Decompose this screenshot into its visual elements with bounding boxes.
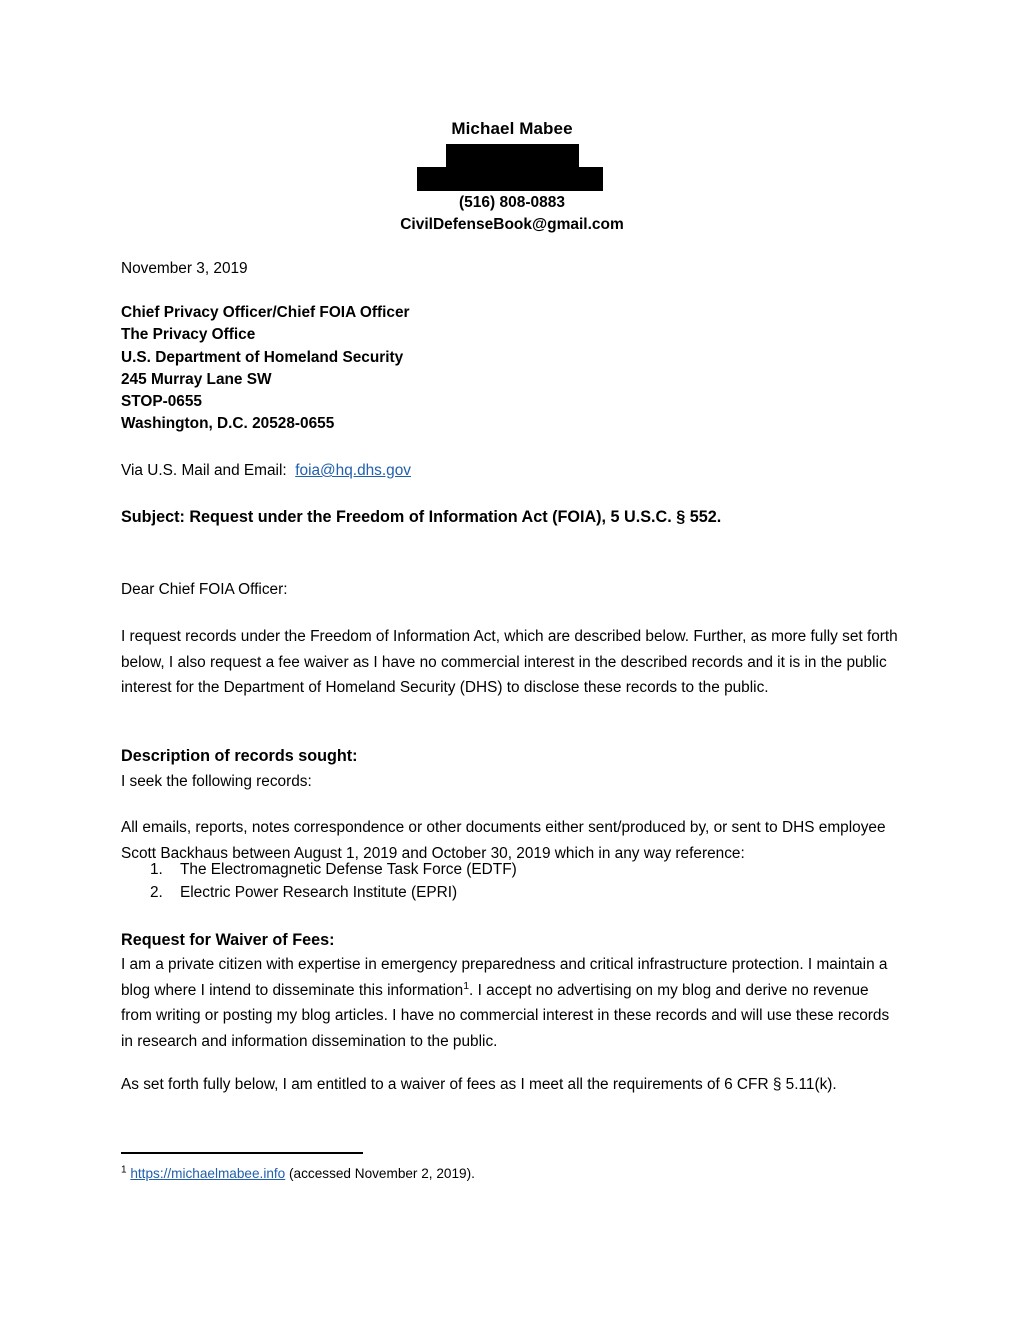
footnote-reference-marker: 1	[463, 979, 470, 992]
list-item-label: The Electromagnetic Defense Task Force (EDTF)	[180, 861, 517, 878]
delivery-method-label: Via U.S. Mail and Email:	[121, 462, 287, 479]
description-heading: Description of records sought:	[121, 747, 358, 765]
records-scope-paragraph: All emails, reports, notes correspondence or other documents either sent/produced by, or sent to DHS employee Scott Backhaus between August 1, 2019 and October 30, 2019 which in any way reference:	[121, 819, 886, 862]
list-item-number: 1.	[150, 861, 163, 878]
recipient-line-6: Washington, D.C. 20528-0655	[121, 415, 335, 433]
recipient-line-2: The Privacy Office	[121, 326, 256, 344]
redaction-bar-lower	[417, 167, 603, 191]
recipient-line-5: STOP-0655	[121, 393, 202, 411]
recipient-address	[121, 302, 903, 436]
recipient-line-1: Chief Privacy Officer/Chief FOIA Officer	[121, 304, 410, 321]
list-item	[121, 858, 903, 881]
redaction-bar-upper	[446, 144, 579, 167]
subject-line: Subject: Request under the Freedom of Information Act (FOIA), 5 U.S.C. § 552.	[121, 508, 722, 526]
delivery-method-line	[121, 458, 903, 484]
records-numbered-list	[121, 858, 903, 904]
list-item	[121, 881, 903, 904]
recipient-line-4: 245 Murray Lane SW	[121, 370, 272, 388]
sender-name: Michael Mabee	[451, 119, 573, 138]
letterhead	[121, 118, 903, 236]
intro-paragraph: I request records under the Freedom of Information Act, which are described below. Further, as more fully set forth below, I also request a fee waiver as I have no commercial interest in the described records and it is in the public interest for the Department of Homeland Security (DHS) to disclose these records to the public.	[121, 628, 898, 696]
fees-paragraph-part-2: . I accept no advertising on my blog and derive no revenue from writing or posting my blog articles. I have no commercial interest in these records and will use these records in research and information dissemination to the public.	[121, 981, 890, 1050]
sender-email: CivilDefenseBook@gmail.com	[400, 216, 624, 233]
footnote-access-note: (accessed November 2, 2019).	[285, 1166, 475, 1181]
footnote-url-link[interactable]: https://michaelmabee.info	[130, 1166, 286, 1181]
fees-paragraph-part-1: I am a private citizen with expertise in emergency preparedness and critical infrastructure protection. I maintain a blog where I intend to disseminate this information	[121, 956, 888, 999]
footnote	[121, 1164, 903, 1184]
redacted-address-block	[121, 144, 903, 192]
fees-paragraph	[121, 952, 903, 1054]
fees-heading: Request for Waiver of Fees:	[121, 931, 335, 949]
letter-date: November 3, 2019	[121, 260, 248, 277]
recipient-line-3: U.S. Department of Homeland Security	[121, 348, 404, 366]
dhs-foia-email-link[interactable]: foia@hq.dhs.gov	[295, 462, 411, 479]
description-subline: I seek the following records:	[121, 773, 312, 790]
entitlement-paragraph: As set forth fully below, I am entitled to a waiver of fees as I meet all the requirements of 6 CFR § 5.11(k).	[121, 1076, 837, 1093]
list-item-number: 2.	[150, 884, 163, 901]
footnote-number: 1	[121, 1164, 127, 1176]
footnote-separator-rule	[121, 1152, 363, 1154]
salutation: Dear Chief FOIA Officer:	[121, 581, 288, 598]
sender-phone: (516) 808-0883	[459, 194, 565, 211]
list-item-label: Electric Power Research Institute (EPRI)	[180, 884, 458, 901]
